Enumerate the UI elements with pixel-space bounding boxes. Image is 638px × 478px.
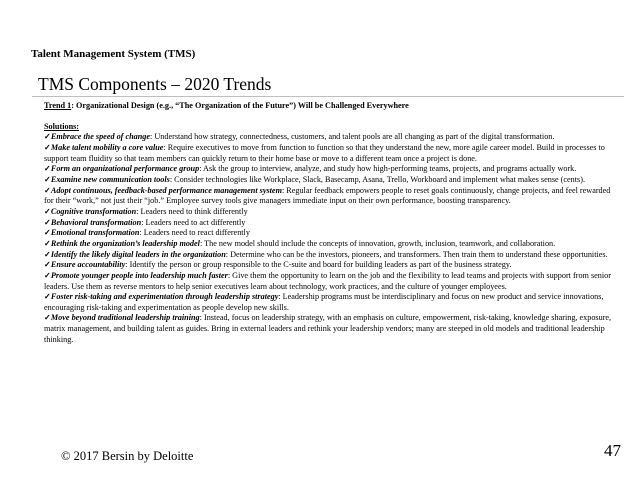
solution-text: : Leadership programs must be interdisciplinary and focus on new product and service innovations, encouraging risk-taking and experimentation as people develop new skills. (44, 292, 604, 312)
solution-item (44, 271, 621, 292)
checkmark-icon: ✓ (44, 270, 51, 280)
system-title: Talent Management System (TMS) (31, 48, 196, 60)
solution-term: Examine new communication tools (50, 174, 170, 184)
solution-term: Ensure accountability (50, 260, 126, 270)
solution-item (44, 250, 621, 261)
checkmark-icon: ✓ (44, 174, 51, 184)
solution-text: : Leaders need to react differently (139, 228, 250, 238)
solutions-label: Solutions: (44, 121, 80, 131)
solution-item (44, 260, 621, 271)
trend-label: Trend 1 (44, 101, 72, 110)
solution-item (44, 132, 621, 143)
checkmark-icon: ✓ (44, 185, 51, 195)
trend-text: : Organizational Design (e.g., “The Organization of the Future”) Will be Challenged Everywhere (71, 101, 409, 110)
solution-item (44, 186, 621, 207)
copyright-footer: © 2017 Bersin by Deloitte (61, 449, 194, 463)
checkmark-icon: ✓ (44, 206, 51, 216)
solution-term: Foster risk-taking and experimentation through leadership strategy (50, 292, 279, 302)
checkmark-icon: ✓ (44, 260, 51, 270)
solution-item (44, 164, 621, 175)
solution-item (44, 313, 621, 345)
checkmark-icon: ✓ (44, 313, 51, 323)
solution-text: : Identify the person or group responsible to the C-suite and board for building leaders as part of the business strategy. (125, 260, 512, 270)
solution-text: : Leaders need to think differently (136, 206, 248, 216)
solution-item (44, 239, 621, 250)
page-number: 47 (604, 441, 621, 460)
section-title: TMS Components – 2020 Trends (38, 74, 272, 94)
solution-item (44, 218, 621, 229)
solution-text: : Determine who can be the investors, pioneers, and transformers. Then train them to understand these opportunities. (225, 249, 608, 259)
solution-term: Cognitive transformation (50, 206, 137, 216)
solution-item (44, 228, 621, 239)
checkmark-icon: ✓ (44, 228, 51, 238)
solution-term: Promote younger people into leadership much faster (50, 270, 228, 280)
solution-text: : Leaders need to act differently (141, 217, 246, 227)
solution-term: Emotional transformation (50, 228, 140, 238)
solution-text: : Regular feedback empowers people to reset goals continuously, change projects, and feel rewarded for their “work,” not just their “job.” Employee survey tools give managers immediate input on their own performance, boosting transparency. (44, 185, 611, 206)
checkmark-icon: ✓ (44, 132, 51, 142)
checkmark-icon: ✓ (44, 249, 51, 259)
checkmark-icon: ✓ (44, 142, 51, 152)
solution-term: Adopt continuous, feedback-based performance management system (50, 185, 282, 195)
content-body (44, 101, 621, 345)
solution-item (44, 175, 621, 186)
checkmark-icon: ✓ (44, 217, 51, 227)
heading-divider (32, 96, 624, 97)
solution-text: : Give them the opportunity to learn on the job and the flexibility to lead teams and projects with support from senior leaders. Use them as reverse mentors to help senior executives learn about technology, work practices, and the culture of younger employees. (44, 270, 611, 291)
checkmark-icon: ✓ (44, 238, 51, 248)
trend-heading (44, 101, 621, 112)
solution-text: : Instead, focus on leadership strategy, with an emphasis on culture, empowerment, risk-taking, knowledge sharing, exposure, matrix management, and building talent as guides. Bring in external leaders and rethink your leadership vendors; many are steeped in old models and traditional leadership thinking. (44, 313, 612, 344)
solution-text: : Understand how strategy, connectedness, customers, and talent pools are all changing as part of the digital transformation. (150, 132, 555, 142)
solution-term: Embrace the speed of change (50, 132, 151, 142)
solution-text: : Ask the group to interview, analyze, and study how high-performing teams, projects, and programs actually work. (199, 164, 577, 174)
solution-term: Move beyond traditional leadership training (50, 313, 200, 323)
checkmark-icon: ✓ (44, 164, 51, 174)
solution-term: Make talent mobility a core value (50, 142, 164, 152)
solution-item (44, 292, 621, 313)
solution-text: : Consider technologies like Workplace, Slack, Basecamp, Asana, Trello, Workboard and implement what makes sense (cents). (169, 174, 586, 184)
solution-item (44, 207, 621, 218)
checkmark-icon: ✓ (44, 292, 51, 302)
solution-item (44, 143, 621, 164)
solution-term: Identify the likely digital leaders in the organization (50, 249, 226, 259)
solution-term: Form an organizational performance group (50, 164, 200, 174)
solution-term: Rethink the organization’s leadership model (50, 238, 200, 248)
solution-term: Behavioral transformation (50, 217, 142, 227)
solution-text: : The new model should include the concepts of innovation, growth, inclusion, teamwork, and collaboration. (199, 238, 556, 248)
solution-text: : Require executives to move from function to function so that they understand the new, more agile career model. Build in processes to support team fluidity so that team members can quickly return to their home base or move to a different team once a project is done. (44, 142, 605, 163)
